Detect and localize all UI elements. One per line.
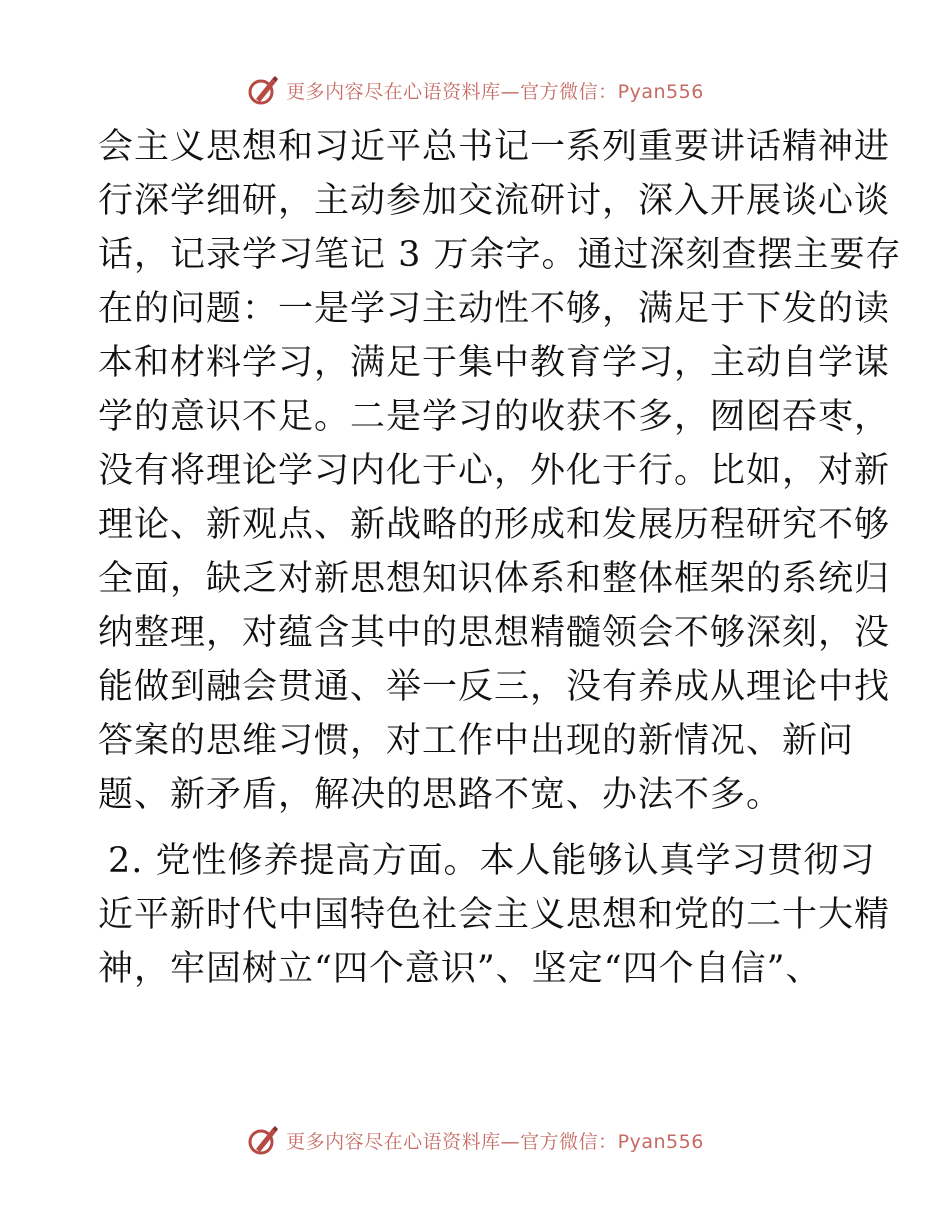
text-line: 学的意识不足。二是学习的收获不多，囫囵吞枣， [98,397,891,437]
footer-watermark [0,1120,950,1160]
text-line: 本和材料学习，满足于集中教育学习，主动自学谋 [98,343,891,383]
pen-logo-icon [246,1123,280,1157]
text-line: 题、新矛盾，解决的思路不宽、办法不多。 [98,775,783,815]
text-line: 话，记录学习笔记 3 万余字。通过深刻查摆主要存 [98,235,902,275]
paragraph [98,120,902,822]
text-line: 没有将理论学习内化于心，外化于行。比如，对新 [98,451,891,491]
text-line: 答案的思维习惯，对工作中出现的新情况、新问 [98,721,855,761]
text-line: 行深学细研，主动参加交流研讨，深入开展谈心谈 [98,181,891,221]
text-line: 近平新时代中国特色社会主义思想和党的二十大精 [98,895,891,935]
document-body [98,120,902,996]
text-line: 2. 党性修养提高方面。本人能够认真学习贯彻习 [108,841,876,881]
text-line: 会主义思想和习近平总书记一系列重要讲话精神进 [98,127,891,167]
text-line: 能做到融会贯通、举一反三，没有养成从理论中找 [98,667,891,707]
text-line: 理论、新观点、新战略的形成和发展历程研究不够 [98,505,891,545]
text-line: 在的问题：一是学习主动性不够，满足于下发的读 [98,289,891,329]
paragraph [98,834,891,996]
text-line: 纳整理，对蕴含其中的思想精髓领会不够深刻，没 [98,613,891,653]
text-line: 全面，缺乏对新思想知识体系和整体框架的系统归 [98,559,891,599]
watermark-text: 更多内容尽在心语资料库—官方微信：Pyan556 [286,1130,704,1153]
watermark-text: 更多内容尽在心语资料库—官方微信：Pyan556 [286,80,704,103]
header-watermark [0,70,950,110]
pen-logo-icon [246,73,280,107]
text-line: 神，牢固树立“四个意识”、坚定“四个自信”、 [98,949,822,989]
